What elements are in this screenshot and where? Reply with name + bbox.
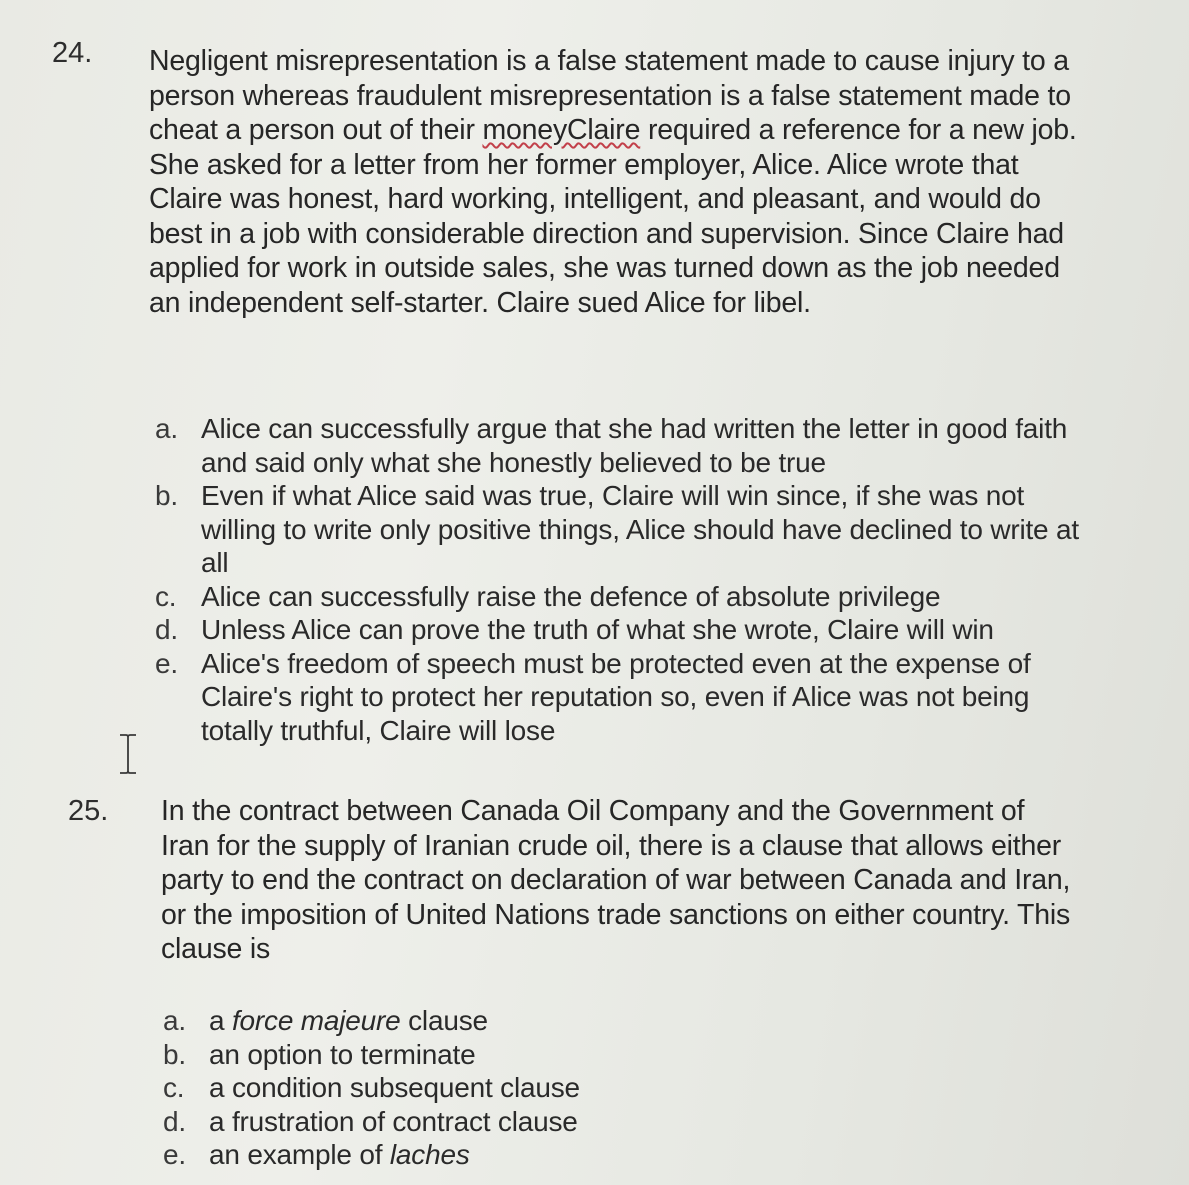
option-text-italic: force majeure [231, 1005, 401, 1036]
i-beam-cursor-icon [117, 733, 139, 775]
option-letter: c. [163, 1072, 185, 1103]
option-text: a condition subsequent clause [209, 1072, 580, 1103]
option-letter: e. [163, 1139, 186, 1170]
option-text: Alice can successfully raise the defence of absolute privilege [201, 580, 941, 612]
answer-options [163, 1004, 863, 1172]
spellcheck-flagged-word[interactable]: moneyClaire [482, 114, 641, 146]
option-letter: c. [155, 580, 177, 612]
answer-option-b[interactable] [163, 1038, 863, 1072]
option-letter: b. [155, 480, 178, 511]
option-text: a [209, 1005, 232, 1036]
answer-option-c[interactable] [155, 580, 1095, 614]
question-stem [149, 44, 1089, 320]
option-text: an example of [209, 1139, 390, 1170]
stem-text: required a reference for a new job. She asked for a letter from her former employer, Alice. Alice wrote that Claire was honest, hard working, intelligent, and pleasant, and would do best in a job with considerable direction and supervision. Since Claire had applied for work in outside sales, she was turned down as the job needed an independent self-starter. Claire sued Alice for libel. [149, 114, 1077, 319]
answer-options [155, 412, 1095, 747]
option-letter: e. [155, 647, 178, 679]
option-text: Even if what Alice said was true, Claire will win since, if she was not willing to write only positive things, Alice should have declined to write at all [201, 480, 1079, 578]
answer-option-a[interactable] [155, 412, 1095, 479]
option-text: a frustration of contract clause [209, 1105, 578, 1137]
option-text-italic: laches [389, 1139, 470, 1170]
option-text: an option to terminate [209, 1038, 476, 1070]
question-stem: In the contract between Canada Oil Company and the Government of Iran for the supply of Iranian crude oil, there is a clause that allows either party to end the contract on declaration of war between Canada and Iran, or the imposition of United Nations trade sanctions on either country. This clause is [161, 795, 1071, 965]
question-number: 24. [52, 37, 93, 69]
option-letter: d. [155, 614, 178, 645]
answer-option-e[interactable] [155, 647, 1095, 748]
answer-option-c[interactable] [163, 1071, 863, 1105]
option-letter: a. [155, 413, 178, 444]
option-text: Alice can successfully argue that she had written the letter in good faith and said only what she honestly believed to be true [201, 413, 1068, 478]
answer-option-b[interactable] [155, 479, 1095, 580]
option-text: clause [400, 1005, 488, 1036]
answer-option-d[interactable] [163, 1105, 863, 1139]
option-text: Alice's freedom of speech must be protected even at the expense of Claire's right to protect her reputation so, even if Alice was not being totally truthful, Claire will lose [201, 647, 1031, 746]
answer-option-d[interactable] [155, 613, 1095, 647]
answer-option-a[interactable] [163, 1004, 863, 1038]
option-letter: a. [163, 1005, 186, 1036]
option-letter: b. [163, 1038, 186, 1070]
answer-option-e[interactable] [163, 1138, 863, 1172]
option-letter: d. [163, 1105, 186, 1137]
stem-text: Negligent misrepresentation is a false statement made to cause injury to a person whereas fraudulent misrepresentation is a false statement made to cheat a person out of their [149, 45, 1071, 146]
option-text: Unless Alice can prove the truth of what she wrote, Claire will win [201, 614, 994, 645]
question-number: 25. [68, 795, 109, 827]
